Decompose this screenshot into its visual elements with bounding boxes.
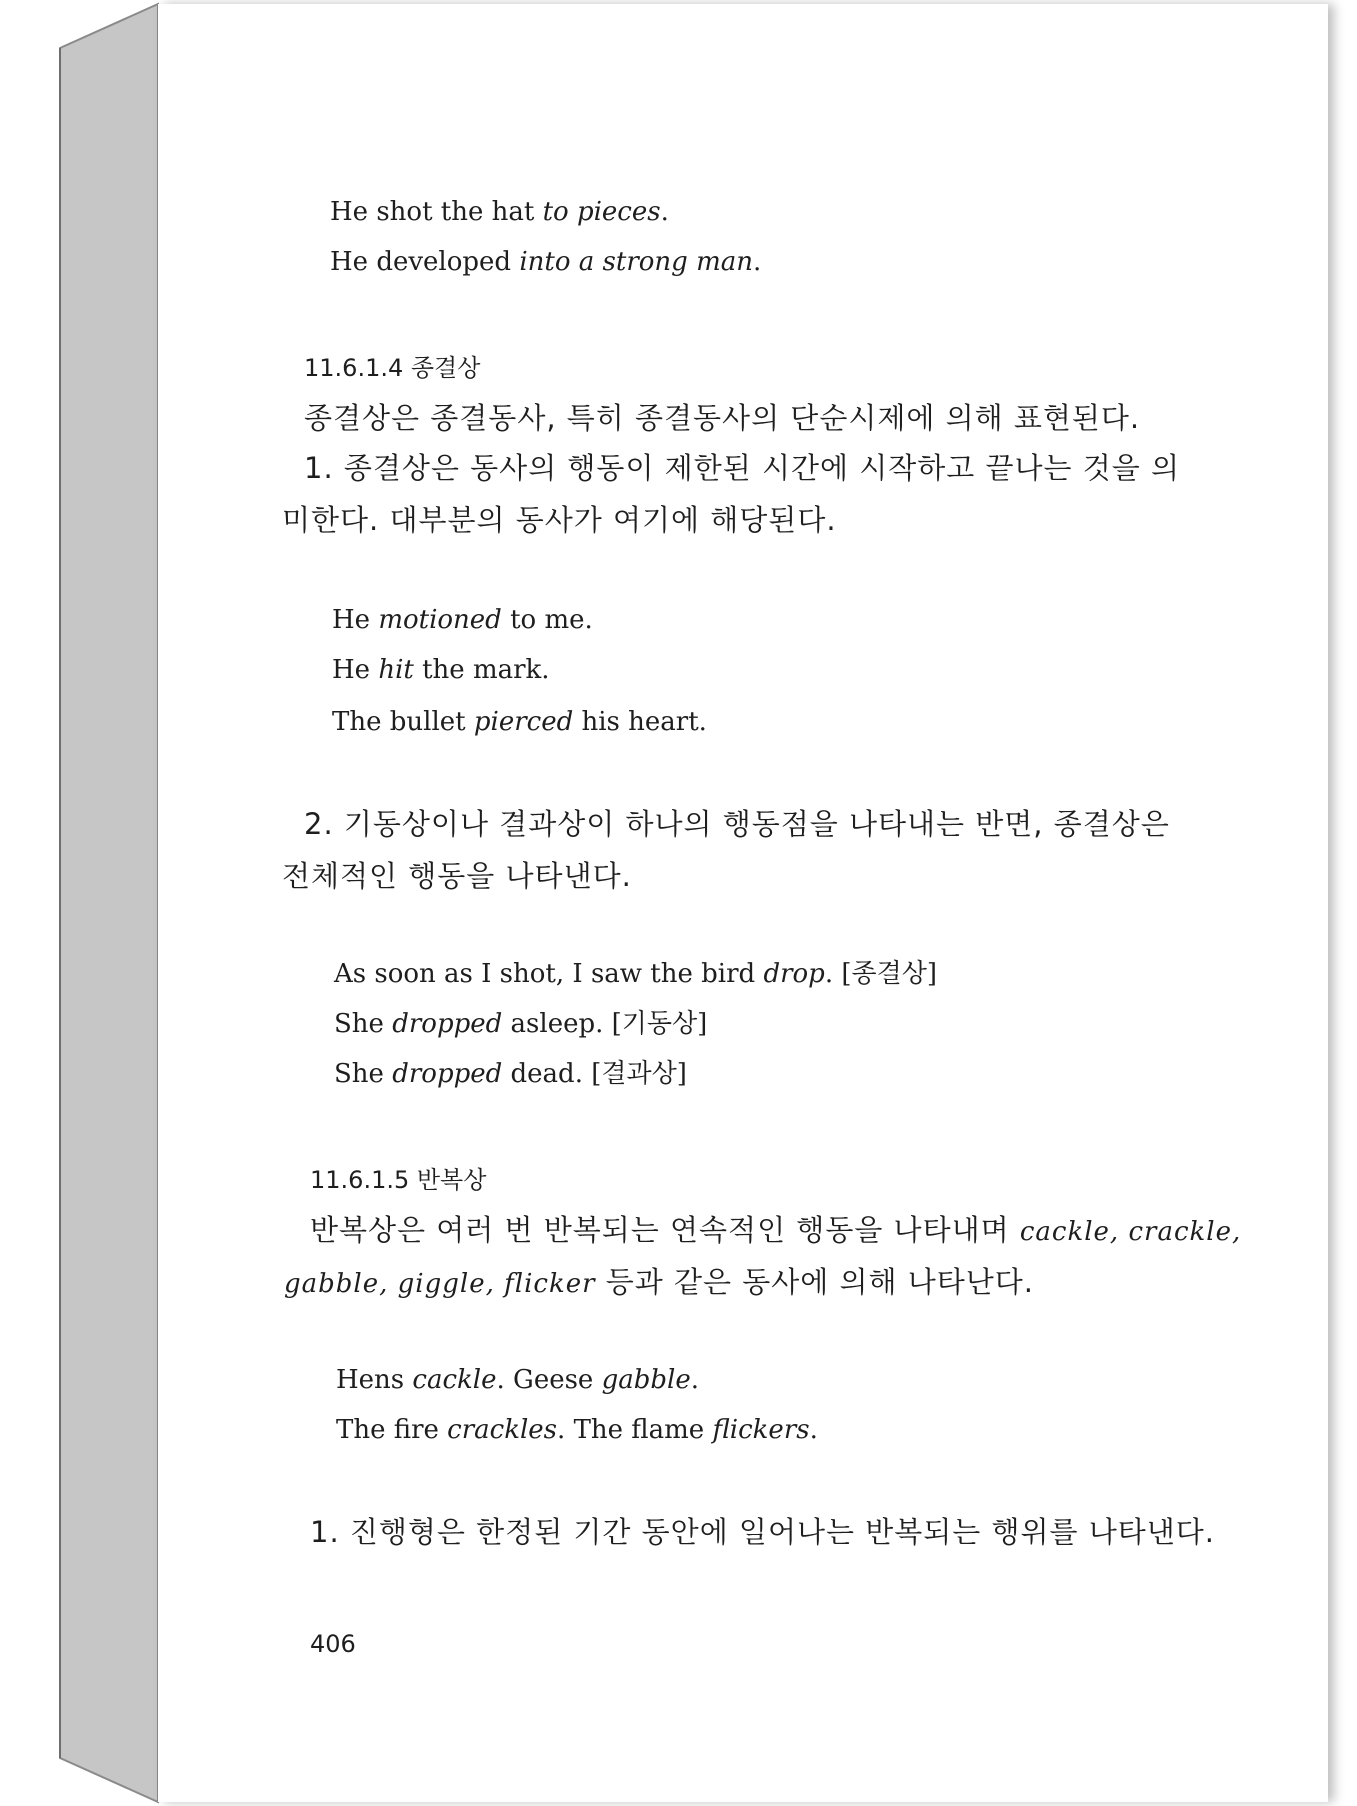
example-line: She dropped asleep. [기동상] — [334, 1009, 708, 1039]
paragraph-line: 1. 종결상은 동사의 행동이 제한된 시간에 시작하고 끝나는 것을 의 — [304, 451, 1180, 485]
paragraph-line: 전체적인 행동을 나타낸다. — [282, 859, 632, 893]
section-heading: 11.6.1.5 반복상 — [310, 1166, 487, 1194]
paragraph-line: 반복상은 여러 번 반복되는 연속적인 행동을 나타내며 cackle, crackle, — [310, 1213, 1242, 1247]
example-line: The fire crackles. The flame flickers. — [336, 1415, 818, 1445]
paragraph-line: 종결상은 종결동사, 특히 종결동사의 단순시제에 의해 표현된다. — [304, 401, 1141, 435]
paragraph-line: gabble, giggle, flicker 등과 같은 동사에 의해 나타난다. — [284, 1265, 1035, 1299]
page-number: 406 — [310, 1630, 356, 1658]
example-line: He shot the hat to pieces. — [330, 197, 669, 227]
document-page — [158, 4, 1328, 1802]
example-line: She dropped dead. [결과상] — [334, 1059, 687, 1089]
example-line: Hens cackle. Geese gabble. — [336, 1365, 699, 1395]
example-line: He developed into a strong man. — [330, 247, 762, 277]
section-heading: 11.6.1.4 종결상 — [304, 354, 481, 382]
example-line: He hit the mark. — [332, 655, 550, 685]
paragraph-line: 미한다. 대부분의 동사가 여기에 해당된다. — [282, 503, 837, 537]
example-line: He motioned to me. — [332, 605, 593, 635]
example-line: The bullet pierced his heart. — [332, 707, 707, 737]
example-line: As soon as I shot, I saw the bird drop. [종결상] — [334, 959, 937, 989]
paragraph-line: 1. 진행형은 한정된 기간 동안에 일어나는 반복되는 행위를 나타낸다. — [310, 1515, 1216, 1549]
paragraph-line: 2. 기동상이나 결과상이 하나의 행동점을 나타내는 반면, 종결상은 — [304, 807, 1170, 841]
